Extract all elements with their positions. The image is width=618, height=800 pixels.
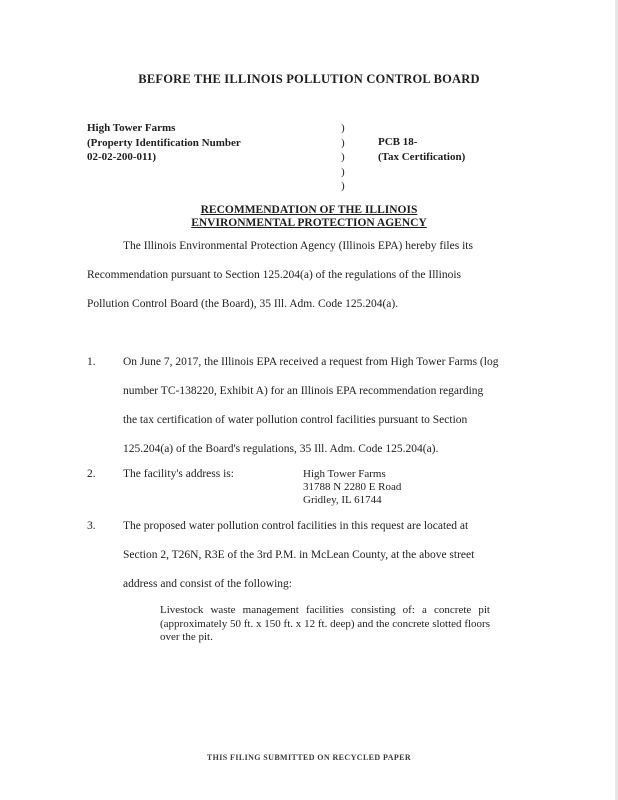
document-page: BEFORE THE ILLINOIS POLLUTION CONTROL BOARD High Tower Farms (Property Identification Number 02-02-200-011) ) ) ) ) ) PCB 18- (Tax Certification) RECOMMENDATION OF THE ILLINOIS ENVIRONMENTAL PROTECTION AGENCY The Illinois Environmental Protection Agency (Illinois EPA) hereby files its Recommendation pursuant to Section 125.204(a) of the regulations of the Illinois Pollution Control Board (the Board), 35 Ill. Adm. Code 125.204(a). 1. On June 7, 2017, the Illinois EPA received a request from High Tower Farms (log number TC-138220, Exhibit A) for an Illinois EPA recommendation regarding the tax certification of water pollution control facilities pursuant to Section 125.204(a) of the Board's regulations, 35 Ill. Adm. Code 125.204(a). 2. The facility's address is: High Tower Farms 31788 N 2280 E Road Gridley, IL 61744 3. The proposed water pollution control facilities in this request are located at Section 2, T26N, R3E of the 3rd P.M. in McLean County, at the above street address and consist of the following: Livestock waste management facilities consisting of: a concrete pit (approximately 50 ft. x 150 ft. x 12 ft. deep) and the concrete slotted floors over the pit. THIS FILING SUBMITTED ON RECYCLED PAPER	[0, 0, 618, 800]
address-label: The facility's address is:	[123, 468, 234, 480]
caption-parentheses: ) ) ) ) )	[341, 122, 345, 192]
paragraph-number: 1.	[87, 356, 96, 368]
facility-description-quote: Livestock waste management facilities consisting of: a concrete pit (approximately 50 ft. x 150 ft. x 12 ft. deep) and the concrete slotted floors over the pit.	[160, 604, 490, 643]
docket-type: (Tax Certification)	[378, 150, 466, 163]
caption-party-line: High Tower Farms	[87, 122, 176, 134]
paragraph-number: 2.	[87, 468, 96, 480]
paragraph-number: 3.	[87, 520, 96, 532]
case-caption-docket	[378, 135, 465, 164]
recommendation-heading: RECOMMENDATION OF THE ILLINOIS ENVIRONMENTAL PROTECTION AGENCY	[191, 204, 427, 229]
docket-number: PCB 18-	[378, 136, 418, 148]
document-title: BEFORE THE ILLINOIS POLLUTION CONTROL BOARD	[138, 72, 480, 86]
case-caption-party	[87, 121, 241, 165]
facility-address: High Tower Farms 31788 N 2280 E Road Gridley, IL 61744	[303, 468, 402, 506]
caption-party-line: 02-02-200-011)	[87, 151, 157, 163]
recycled-paper-footer: THIS FILING SUBMITTED ON RECYCLED PAPER	[206, 753, 412, 762]
caption-party-line: (Property Identification Number	[87, 136, 241, 149]
intro-paragraph: The Illinois Environmental Protection Agency (Illinois EPA) hereby files its Recommendation pursuant to Section 125.204(a) of the regulations of the Illinois Pollution Control Board (the Board), 35 Ill. Adm. Code 125.204(a).	[87, 240, 473, 310]
